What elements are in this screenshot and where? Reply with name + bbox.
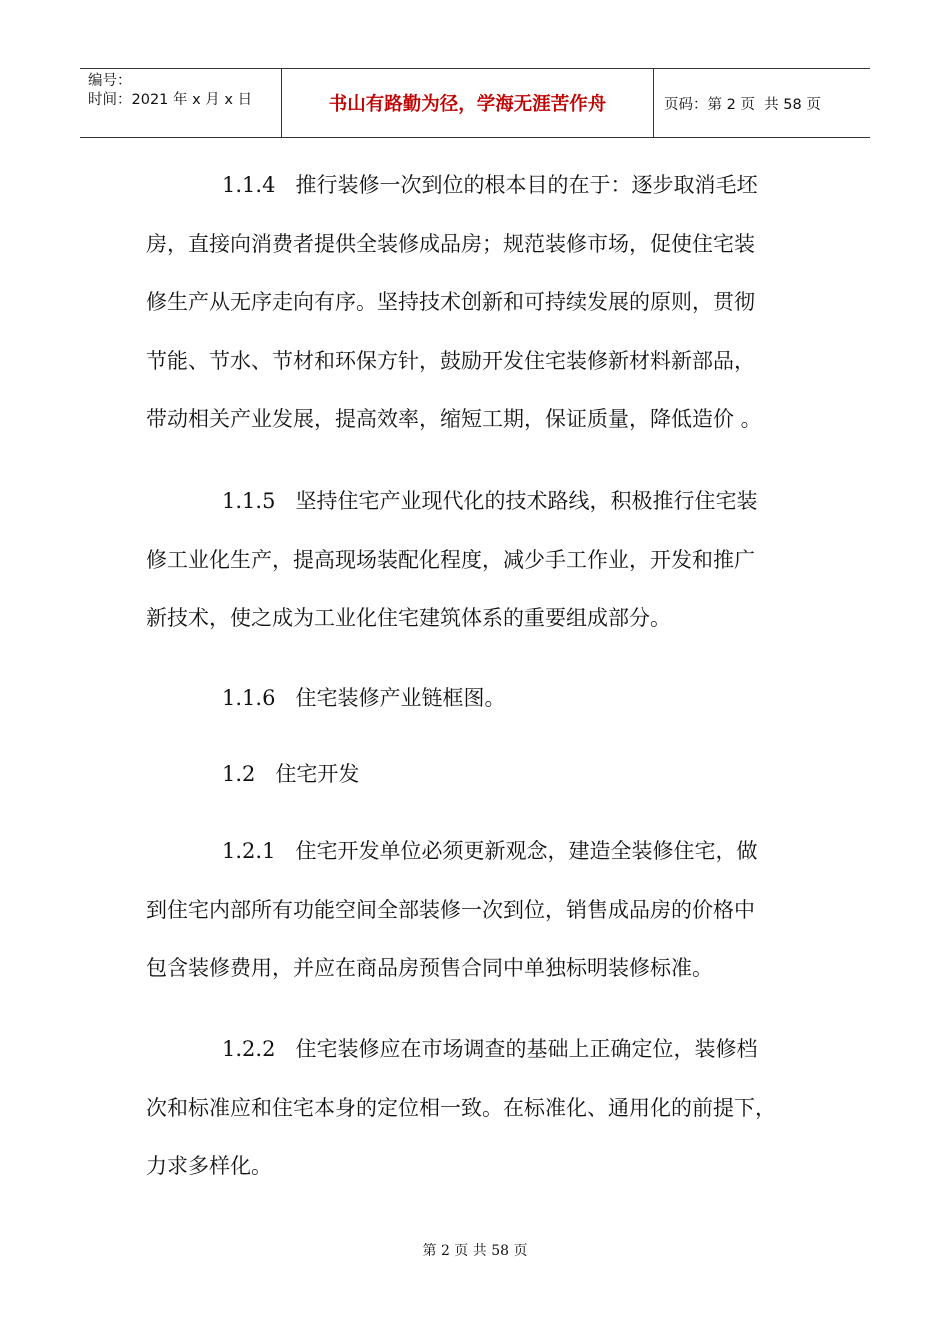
text-line: 新技术，使之成为工业化住宅建筑体系的重要组成部分。 bbox=[146, 606, 671, 630]
paragraph-1-2-2 bbox=[146, 1020, 806, 1196]
section-heading-1-2 bbox=[146, 745, 806, 804]
page-info-text: 页码：第 2 页 共 58 页 bbox=[664, 96, 821, 113]
paragraph-1-2-1 bbox=[146, 822, 806, 998]
text-line: 力求多样化。 bbox=[146, 1154, 272, 1178]
paragraph-1-1-6 bbox=[146, 669, 806, 728]
text-line: 住宅开发单位必须更新观念，建造全装修住宅，做 bbox=[295, 839, 758, 863]
section-number: 1.1.6 bbox=[222, 686, 276, 710]
document-date: 时间：2021 年 x 月 x 日 bbox=[88, 92, 253, 108]
page-header bbox=[80, 68, 870, 138]
text-line: 住宅装修应在市场调查的基础上正确定位，装修档 bbox=[295, 1037, 758, 1061]
section-number: 1.1.5 bbox=[222, 489, 276, 513]
paragraph-1-1-5 bbox=[146, 472, 806, 648]
text-line: 修生产从无序走向有序。坚持技术创新和可持续发展的原则，贯彻 bbox=[146, 290, 755, 314]
section-number: 1.2.2 bbox=[222, 1037, 276, 1061]
section-number: 1.1.4 bbox=[222, 173, 276, 197]
document-number-label: 编号： bbox=[88, 73, 132, 89]
text-line: 推行装修一次到位的根本目的在于：逐步取消毛坯 bbox=[295, 173, 758, 197]
header-meta bbox=[80, 69, 282, 137]
section-number: 1.2.1 bbox=[222, 839, 276, 863]
text-line: 节能、节水、节材和环保方针，鼓励开发住宅装修新材料新部品， bbox=[146, 348, 755, 373]
header-page-info bbox=[654, 69, 870, 137]
section-title: 住宅开发 bbox=[275, 762, 360, 786]
text-line: 到住宅内部所有功能空间全部装修一次到位，销售成品房的价格中 bbox=[146, 897, 755, 922]
text-line: 坚持住宅产业现代化的技术路线，积极推行住宅装 bbox=[295, 489, 758, 513]
text-line: 包含装修费用，并应在商品房预售合同中单独标明装修标准。 bbox=[146, 956, 713, 980]
header-motto: 书山有路勤为径，学海无涯苦作舟 bbox=[282, 69, 654, 137]
text-line: 次和标准应和住宅本身的定位相一致。在标准化、通用化的前提下， bbox=[146, 1095, 776, 1120]
text-line: 修工业化生产，提高现场装配化程度，减少手工作业，开发和推广 bbox=[146, 547, 755, 572]
text-line: 房，直接向消费者提供全装修成品房；规范装修市场，促使住宅装 bbox=[146, 231, 755, 256]
paragraph-1-1-4 bbox=[146, 156, 806, 449]
page-footer: 第 2 页 共 58 页 bbox=[422, 1243, 528, 1259]
text-line: 住宅装修产业链框图。 bbox=[295, 686, 506, 710]
section-number: 1.2 bbox=[222, 762, 256, 786]
text-line: 带动相关产业发展，提高效率，缩短工期，保证质量，降低造价 。 bbox=[146, 407, 762, 431]
